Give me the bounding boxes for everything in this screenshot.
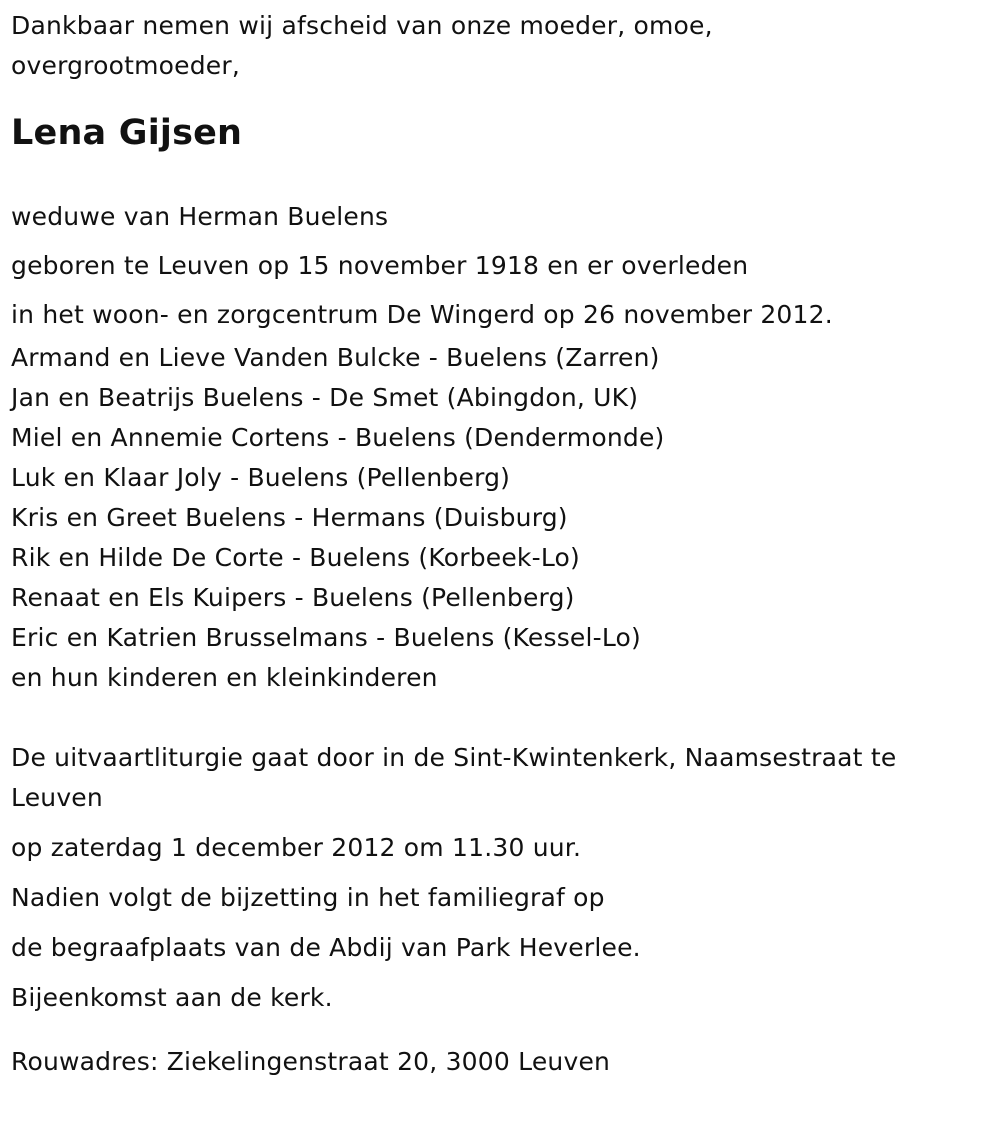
ceremony-date: op zaterdag 1 december 2012 om 11.30 uur. [11, 833, 582, 862]
family-entry: Luk en Klaar Joly - Buelens (Pellenberg) [11, 463, 511, 492]
ceremony-block [11, 738, 986, 1018]
family-entry: Armand en Lieve Vanden Bulcke - Buelens (Zarren) [11, 343, 660, 372]
family-list [11, 338, 986, 698]
family-entry: Kris en Greet Buelens - Hermans (Duisburg) [11, 503, 568, 532]
mourning-address: Rouwadres: Ziekelingenstraat 20, 3000 Leuven [11, 1047, 611, 1076]
family-entry: Jan en Beatrijs Buelens - De Smet (Abingdon, UK) [11, 383, 639, 412]
family-entry: Rik en Hilde De Corte - Buelens (Korbeek-Lo) [11, 543, 580, 572]
family-entry: Eric en Katrien Brusselmans - Buelens (Kessel-Lo) [11, 623, 642, 652]
intro-text [11, 6, 986, 86]
details-block [11, 197, 986, 335]
birth-line: geboren te Leuven op 15 november 1918 en er overleden [11, 251, 749, 280]
cemetery-line: de begraafplaats van de Abdij van Park Heverlee. [11, 933, 641, 962]
family-entry: Renaat en Els Kuipers - Buelens (Pellenberg) [11, 583, 575, 612]
family-entry: en hun kinderen en kleinkinderen [11, 663, 438, 692]
deceased-name: Lena Gijsen [11, 113, 243, 153]
ceremony-location: De uitvaartliturgie gaat door in de Sint-Kwintenkerk, Naamsestraat te Leuven [11, 743, 897, 812]
intro-line: overgrootmoeder, [11, 51, 241, 80]
intro-line: Dankbaar nemen wij afscheid van onze moeder, omoe, [11, 11, 713, 40]
burial-line: Nadien volgt de bijzetting in het familiegraf op [11, 883, 605, 912]
gathering-line: Bijeenkomst aan de kerk. [11, 983, 333, 1012]
family-entry: Miel en Annemie Cortens - Buelens (Dendermonde) [11, 423, 665, 452]
widow-line: weduwe van Herman Buelens [11, 202, 389, 231]
section-spacer [11, 698, 986, 738]
death-line: in het woon- en zorgcentrum De Wingerd op 26 november 2012. [11, 300, 833, 329]
